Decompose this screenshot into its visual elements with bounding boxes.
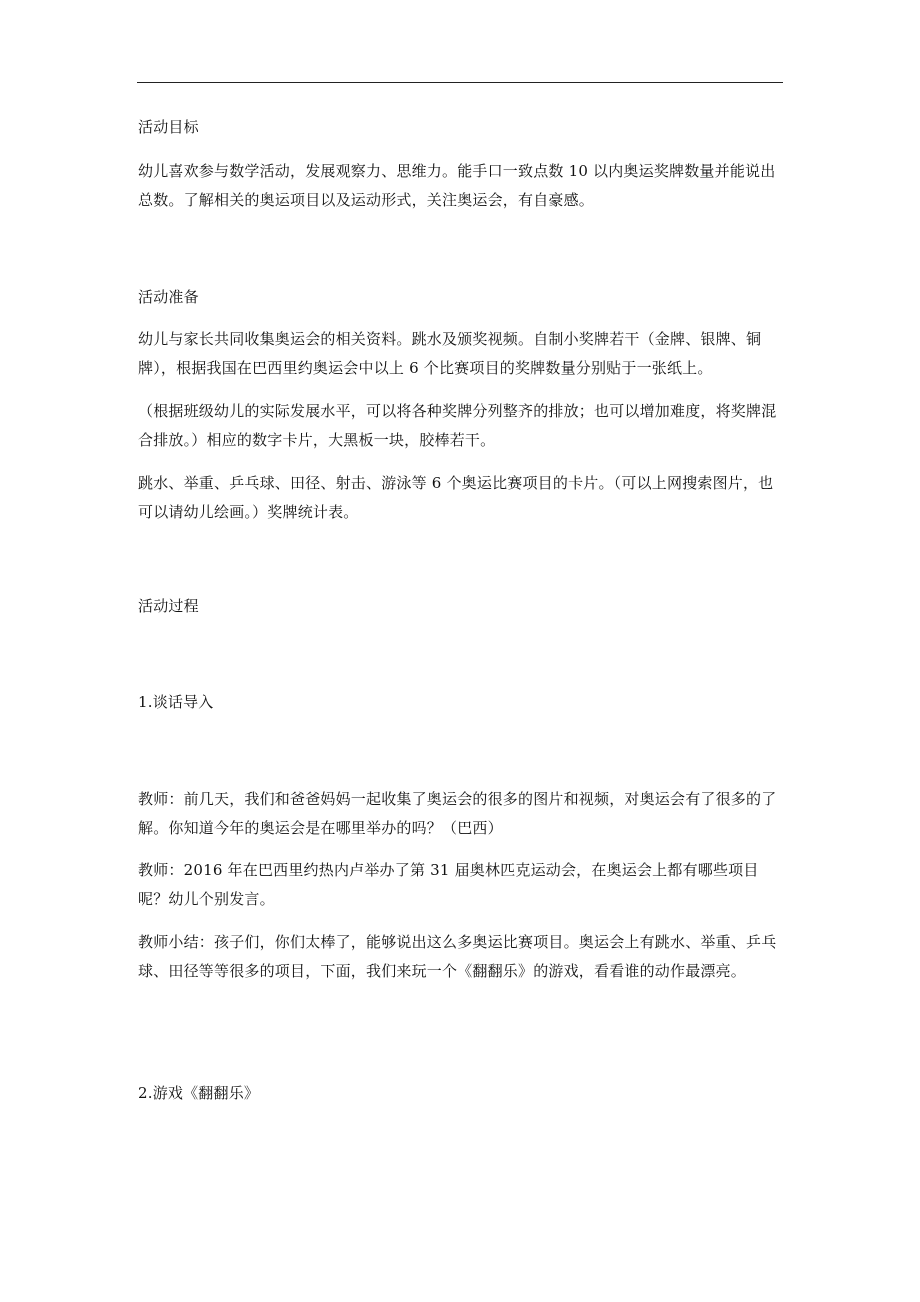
goal-heading: 活动目标 [138,118,199,136]
step1-paragraph-2: 教师：2016 年在巴西里约热内卢举办了第 31 届奥林匹克运动会，在奥运会上都有哪些项目呢？幼儿个别发言。 [138,861,759,908]
prep-paragraph-2: （根据班级幼儿的实际发展水平，可以将各种奖牌分列整齐的排放；也可以增加难度，将奖牌混合排放。）相应的数字卡片，大黑板一块，胶棒若干。 [138,402,777,449]
step1-paragraph-1: 教师：前几天，我们和爸爸妈妈一起收集了奥运会的很多的图片和视频，对奥运会有了很多的了解。你知道今年的奥运会是在哪里举办的吗？（巴西） [138,790,777,837]
prep-paragraph-3: 跳水、举重、乒乓球、田径、射击、游泳等 6 个奥运比赛项目的卡片。（可以上网搜索图片，也可以请幼儿绘画。）奖牌统计表。 [138,474,774,521]
process-heading: 活动过程 [138,597,199,615]
step1-paragraph-3: 教师小结：孩子们，你们太棒了，能够说出这么多奥运比赛项目。奥运会上有跳水、举重、乒乓球、田径等等很多的项目，下面，我们来玩一个《翻翻乐》的游戏，看看谁的动作最漂亮。 [138,933,777,980]
goal-paragraph: 幼儿喜欢参与数学活动，发展观察力、思维力。能手口一致点数 10 以内奥运奖牌数量并能说出总数。了解相关的奥运项目以及运动形式，关注奥运会，有自豪感。 [138,162,776,209]
prep-heading: 活动准备 [138,288,199,306]
step2-heading: 2.游戏《翻翻乐》 [138,1084,260,1102]
prep-paragraph-1: 幼儿与家长共同收集奥运会的相关资料。跳水及颁奖视频。自制小奖牌若干（金牌、银牌、铜牌），根据我国在巴西里约奥运会中以上 6 个比赛项目的奖牌数量分别贴于一张纸上。 [138,330,762,377]
step1-heading: 1.谈话导入 [138,693,214,711]
header-rule [137,82,783,83]
